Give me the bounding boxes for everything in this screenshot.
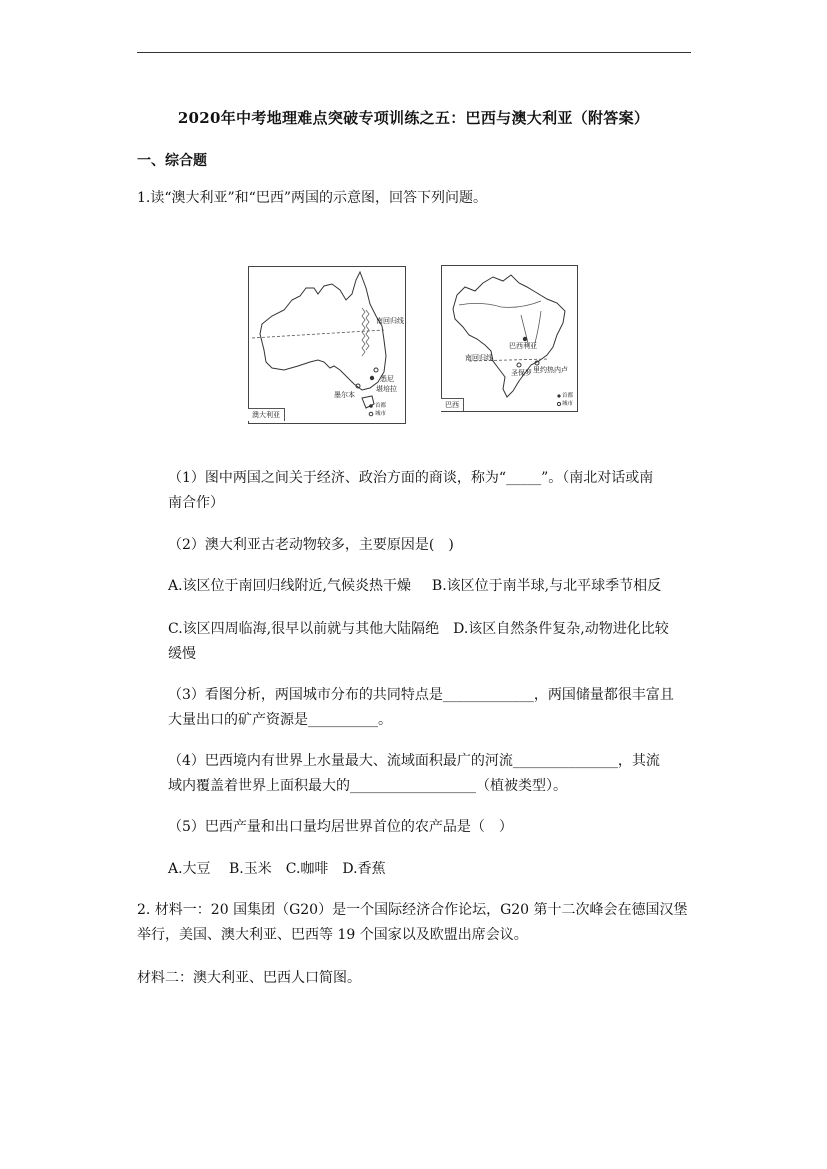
page-title: 2020年中考地理难点突破专项训练之五：巴西与澳大利亚（附答案） [177, 109, 650, 127]
sao-paulo-label: 圣保罗 [511, 369, 532, 377]
q1-sub2: （2）澳大利亚古老动物较多，主要原因是( ) [168, 537, 454, 553]
rio-label: 里约热内卢 [533, 366, 568, 374]
q1-sub5: （5）巴西产量和出口量均居世界首位的农产品是（ ） [168, 819, 513, 835]
aus-tropic-label: 南回归线 [376, 317, 404, 325]
aus-legend [375, 402, 386, 418]
q1-sub4: （4）巴西境内有世界上水量最大、流域面积最广的河流_______________，其流 域内覆盖着世界上面积最大的__________________（植被类型）。 [168, 753, 660, 794]
q1-options-ab [168, 574, 692, 599]
br-tropic-label: 南回归线 [465, 354, 493, 362]
option-b: B.该区位于南半球,与北平球季节相反 [431, 578, 662, 594]
aus-legend-capital: 首都 [375, 403, 387, 409]
question-2-material2: 材料二：澳大利亚、巴西人口简图。 [137, 970, 361, 986]
question-2-material1: 2. 材料一：20 国集团（G20）是一个国际经济合作论坛，G20 第十二次峰会在德国汉堡 举行，美国、澳大利亚、巴西等 19 个国家以及欧盟出席会议。 [137, 902, 688, 943]
q1-options-cd: C.该区四周临海,很早以前就与其他大陆隔绝 D.该区自然条件复杂,动物进化比较 缓慢 [168, 621, 669, 662]
sydney-label: 悉尼 [380, 375, 394, 383]
melbourne-label: 墨尔本 [334, 391, 355, 399]
br-map-name: 巴西 [441, 398, 464, 411]
australia-map-drawing [248, 266, 406, 424]
brazil-map-drawing [441, 265, 578, 412]
canberra-dot [370, 376, 374, 380]
aus-legend-city: 城市 [375, 411, 387, 417]
brasilia-label: 巴西利亚 [509, 342, 537, 350]
aus-map-name: 澳大利亚 [248, 408, 285, 421]
br-legend-capital: 首都 [562, 393, 574, 399]
q1-sub1: （1）图中两国之间关于经济、政治方面的商谈，称为“_____”。（南北对话或南 南合作） [168, 470, 654, 511]
brazil-map [441, 265, 578, 412]
canberra-label: 堪培拉 [376, 385, 397, 393]
section-heading: 一、综合题 [137, 153, 207, 169]
option-a: A.该区位于南回归线附近,气候炎热干燥 [168, 578, 412, 594]
header-rule [137, 52, 691, 53]
question-1-stem: 1.读“澳大利亚”和“巴西”两国的示意图，回答下列问题。 [137, 190, 487, 206]
br-legend-city: 城市 [562, 401, 574, 407]
q1-sub5-options: A.大豆 B.玉米 C.咖啡 D.香蕉 [168, 861, 386, 877]
br-legend [562, 392, 573, 408]
australia-map [248, 266, 406, 424]
q1-sub3: （3）看图分析，两国城市分布的共同特点是_____________，两国储量都很丰富且 大量出口的矿产资源是__________。 [168, 687, 674, 728]
